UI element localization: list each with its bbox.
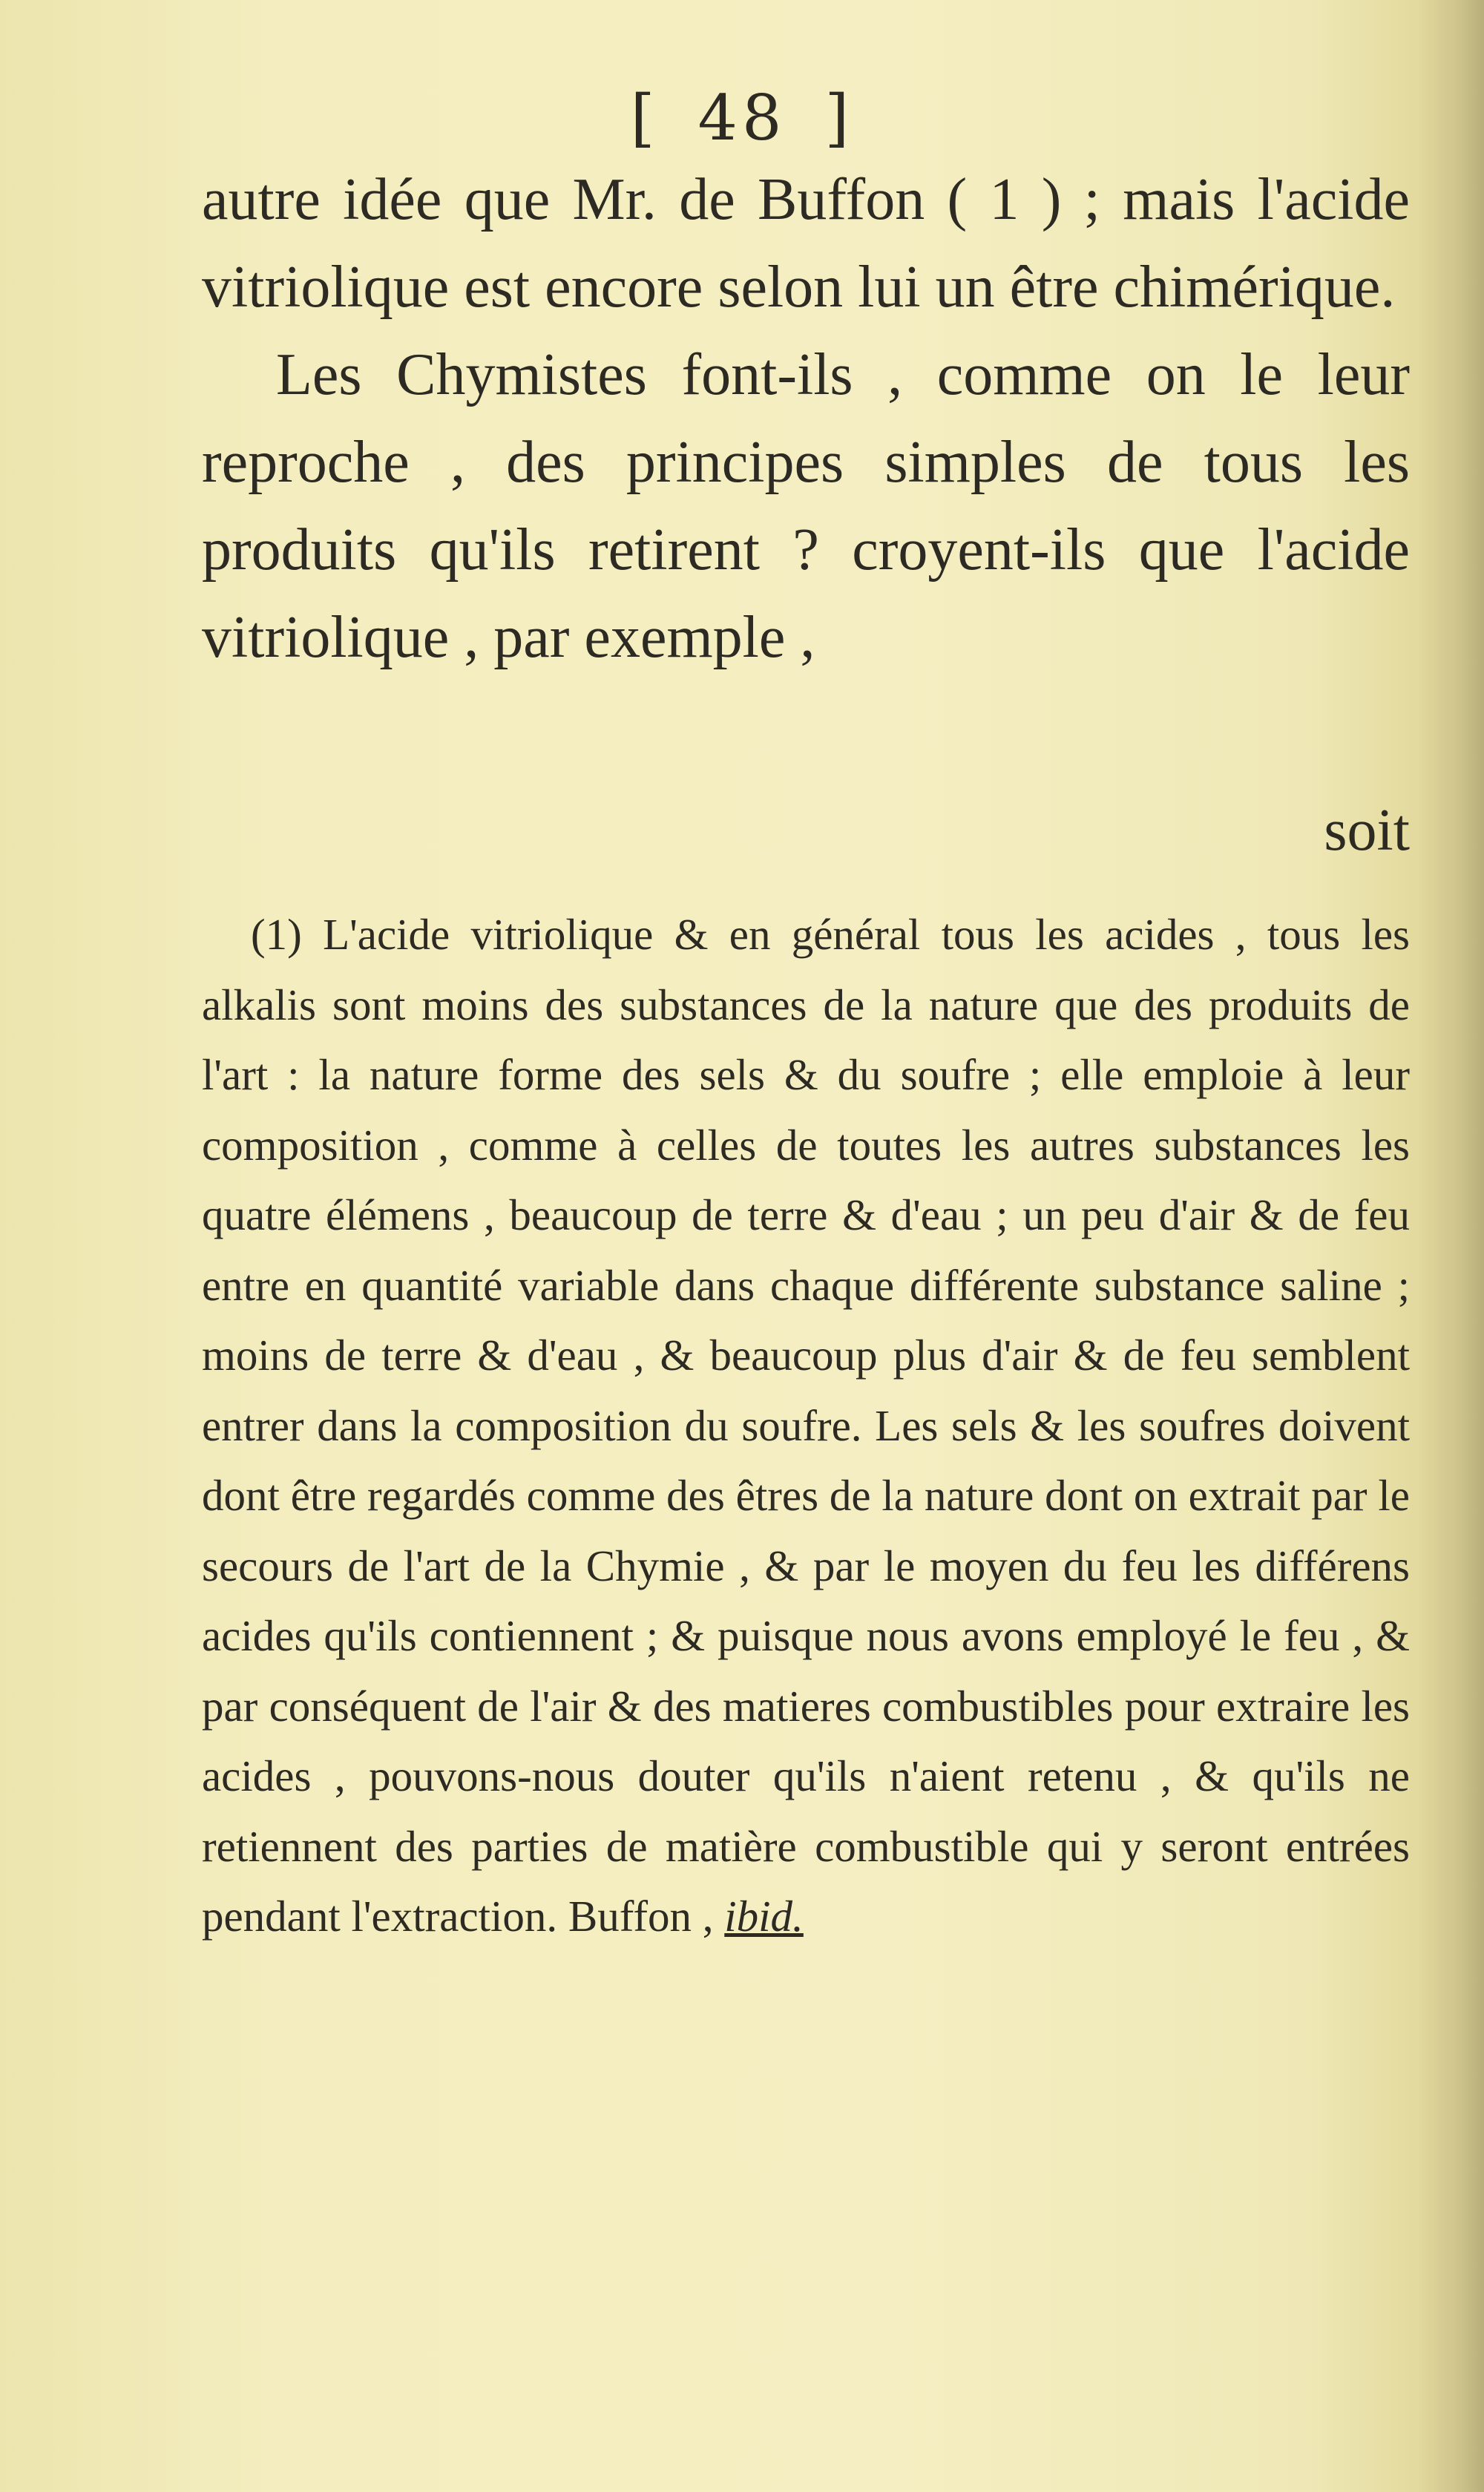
main-paragraph-2: Les Chymistes font-ils , comme on le leur reproche , des principes simples de tous les produits qu'ils retirent ? croyent-ils que l'acide vitriolique , par exemple , bbox=[202, 342, 1410, 670]
footnote-text: (1) L'acide vitriolique & en général tous les acides , tous les alkalis sont moins des substances de la nature que des produits de l'art : la nature forme des sels & du soufre ; elle emploie à leur composition , comme à celles de toutes les autres substances les quatre élémens , beaucoup de terre & d'eau ; un peu d'air & de feu entre en quantité variable dans chaque différente substance saline ; moins de terre & d'eau , & beaucoup plus d'air & de feu semblent entrer dans la composition du soufre. Les sels & les soufres doivent dont être regardés comme des êtres de la nature dont on extrait par le secours de l'art de la Chymie , & par le moyen du feu les différens acides qu'ils contiennent ; & puisque nous avons employé le feu , & par conséquent de l'air & des matieres combustibles pour extraire les acides , pouvons-nous douter qu'ils n'aient retenu , & qu'ils ne retiennent des parties de matière combustible qui y seront entrées pendant l'extraction. Buffon , bbox=[202, 910, 1410, 1941]
catchword: soit bbox=[1324, 798, 1410, 863]
right-bracket: ] bbox=[824, 82, 854, 154]
main-text-block bbox=[202, 156, 1410, 681]
left-bracket: [ bbox=[630, 82, 660, 154]
footnote-paragraph bbox=[202, 899, 1410, 1952]
footnote-ibid: ibid. bbox=[724, 1892, 804, 1941]
main-paragraph-1: autre idée que Mr. de Buffon ( 1 ) ; mais l'acide vitriolique est encore selon lui un être chimérique. bbox=[202, 167, 1410, 320]
page-number: 48 bbox=[697, 82, 787, 154]
footnote-block bbox=[202, 899, 1410, 1952]
page-gutter-shadow bbox=[1417, 0, 1484, 2492]
page-number-header bbox=[0, 82, 1484, 154]
